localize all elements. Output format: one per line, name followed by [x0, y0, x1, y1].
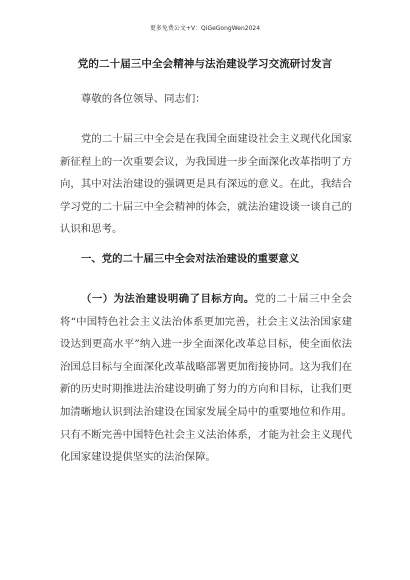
header-note: 更多免费公文+V：QiGeGongWen2024	[149, 25, 261, 32]
document-title: 党的二十届三中全会精神与法治建设学习交流研讨发言	[77, 58, 333, 70]
subsection-paragraph	[60, 288, 352, 469]
subsection-text: 党的二十届三中全会将“中国特色社会主义法治体系更加完善，社会主义法治国家建设达到更高水平”纳入进一步全面深化改革总目标，使全面依法治国总目标与全面深化改革战略部署更加衔接协同。这为我们在新的历史时期推进法治建设明确了努力的方向和目标，让我们更加清晰地认识到法治建设在国家发展全局中的重要地位和作用。只有不断完善中国特色社会主义法治体系，才能为社会主义现代化国家建设提供坚实的法治保障。	[60, 293, 353, 464]
section-heading: 一、党的二十届三中全会对法治建设的重要意义	[81, 253, 300, 265]
intro-paragraph: 党的二十届三中全会是在我国全面建设社会主义现代化国家新征程上的一次重要会议，为我国进一步全面深化改革指明了方向，其中对法治建设的强调更是具有深远的意义。在此，我结合学习党的二十届三中全会精神的体会，就法治建设谈一谈自己的认识和思考。	[60, 133, 352, 236]
subsection-lead: （一）为法治建设明确了目标方向。	[81, 293, 255, 305]
salutation: 尊敬的各位领导、同志们：	[81, 93, 206, 105]
